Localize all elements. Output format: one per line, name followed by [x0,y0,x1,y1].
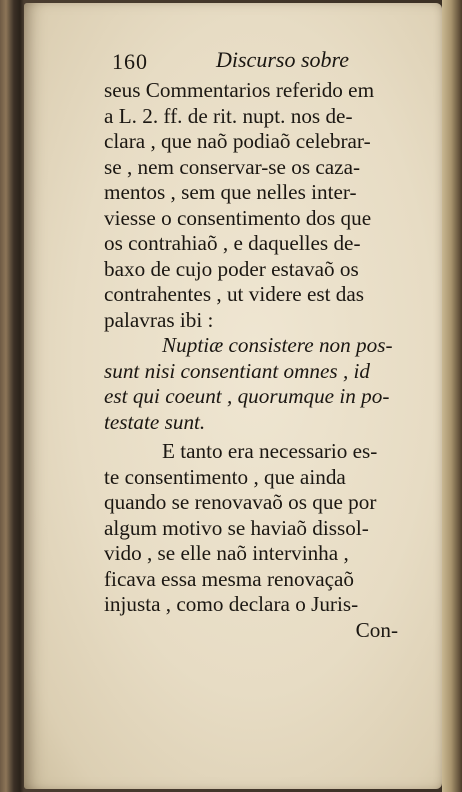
quote-line: est qui coeunt , quorumque in po- [104,384,390,408]
text-line: contrahentes , ut videre est das [104,282,365,306]
text-line: baxo de cujo poder estavaõ os [104,256,359,281]
text-line: injusta , como declara o Juris- [104,592,359,616]
page-header [104,44,404,78]
page-number: 160 [112,49,148,74]
text-block [104,44,404,643]
paragraph [104,439,404,618]
page-edge [442,0,462,792]
quote-line: Nuptiæ consistere non pos- [162,333,393,357]
quote-line: sunt nisi consentiant omnes , id [104,358,371,383]
text-line: algum motivo se haviaõ dissol- [104,515,369,540]
catchword: Con- [355,617,398,642]
text-line: vido , se elle naõ intervinha , [104,541,349,565]
quote-line: testate sunt. [104,409,206,434]
running-head: Discurso sobre [216,47,350,72]
text-line: E tanto era necessario es- [162,439,378,463]
text-line: seus Commentarios referido em [104,78,375,102]
text-line: palavras ibi : [104,307,214,332]
text-line: mentos , sem que nelles inter- [104,180,357,204]
body-text [104,78,404,333]
text-line: quando se renovavaõ os que por [104,490,377,514]
text-line: clara , que naõ podiaõ celebrar- [104,129,371,153]
text-line: os contrahiaõ , e daquelles de- [104,231,361,255]
text-line: se , nem conservar-se os caza- [104,154,361,179]
text-line: te consentimento , que ainda [104,464,346,489]
text-line: ficava essa mesma renovaçaõ [104,566,354,591]
text-line: a L. 2. ff. de rit. nupt. nos de- [104,103,353,128]
text-line: viesse o consentimento dos que [104,205,372,230]
latin-quotation [104,333,404,435]
